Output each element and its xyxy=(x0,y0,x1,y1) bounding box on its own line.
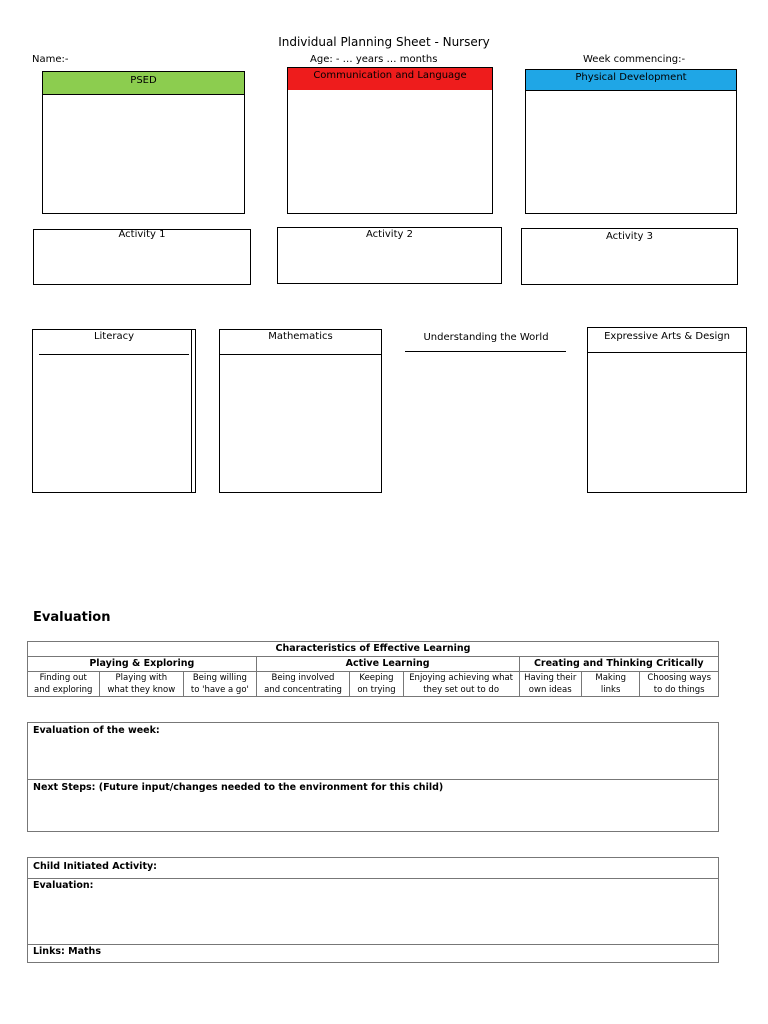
area-box-psed xyxy=(42,71,245,214)
area-label: Physical Development xyxy=(575,72,687,83)
child-initiated-panel xyxy=(27,857,719,963)
table-cell: Being involved and concentrating xyxy=(256,672,350,697)
area-label: PSED xyxy=(130,75,157,86)
characteristics-table xyxy=(27,641,719,697)
activity-label: Activity 2 xyxy=(366,229,413,240)
activity-label: Activity 3 xyxy=(606,231,653,242)
box-inner-edge xyxy=(191,330,192,492)
area-header-psed xyxy=(43,72,244,95)
links-label: Links: Maths xyxy=(33,946,101,957)
table-cell: Finding out and exploring xyxy=(28,672,100,697)
table-cell: Choosing ways to do things xyxy=(640,672,719,697)
divider xyxy=(405,351,566,352)
area-label-understanding-world: Understanding the World xyxy=(423,332,549,343)
area-label: Literacy xyxy=(93,331,135,342)
divider xyxy=(588,352,746,353)
area-header-communication xyxy=(288,68,492,90)
activity-box-3 xyxy=(521,228,738,285)
table-cell: Making links xyxy=(581,672,639,697)
divider xyxy=(28,878,718,879)
table-title: Characteristics of Effective Learning xyxy=(28,642,719,657)
table-cell: Playing with what they know xyxy=(99,672,184,697)
divider xyxy=(39,354,189,355)
divider xyxy=(28,779,718,780)
name-label: Name:- xyxy=(32,54,69,65)
area-box-expressive-arts xyxy=(587,327,747,493)
week-commencing-label: Week commencing:- xyxy=(583,54,686,65)
area-box-communication xyxy=(287,67,493,214)
divider xyxy=(220,354,381,355)
area-label: Expressive Arts & Design xyxy=(604,331,730,342)
page-title: Individual Planning Sheet - Nursery xyxy=(278,35,490,49)
evaluation-of-week-label: Evaluation of the week: xyxy=(33,725,160,736)
divider xyxy=(28,944,718,945)
group-header: Creating and Thinking Critically xyxy=(519,657,718,672)
activity-label: Activity 1 xyxy=(118,229,166,240)
activity-box-1 xyxy=(33,229,251,285)
table-cell: Having their own ideas xyxy=(519,672,581,697)
group-header: Active Learning xyxy=(256,657,519,672)
group-header: Playing & Exploring xyxy=(28,657,257,672)
age-label: Age: - … years … months xyxy=(310,54,438,65)
area-box-mathematics xyxy=(219,329,382,493)
table-cell: Keeping on trying xyxy=(350,672,403,697)
area-label: Mathematics xyxy=(268,331,333,342)
table-cell: Enjoying achieving what they set out to do xyxy=(403,672,519,697)
week-evaluation-panel xyxy=(27,722,719,832)
table-cell: Being willing to 'have a go' xyxy=(184,672,257,697)
area-box-physical xyxy=(525,69,737,214)
next-steps-label: Next Steps: (Future input/changes needed to the environment for this child) xyxy=(33,782,444,793)
evaluation-label: Evaluation: xyxy=(33,880,94,891)
area-box-literacy xyxy=(32,329,196,493)
area-label: Communication and Language xyxy=(313,70,467,81)
area-header-physical xyxy=(526,70,736,91)
activity-box-2 xyxy=(277,227,502,284)
child-initiated-activity-label: Child Initiated Activity: xyxy=(33,861,157,872)
evaluation-heading: Evaluation xyxy=(33,610,111,625)
